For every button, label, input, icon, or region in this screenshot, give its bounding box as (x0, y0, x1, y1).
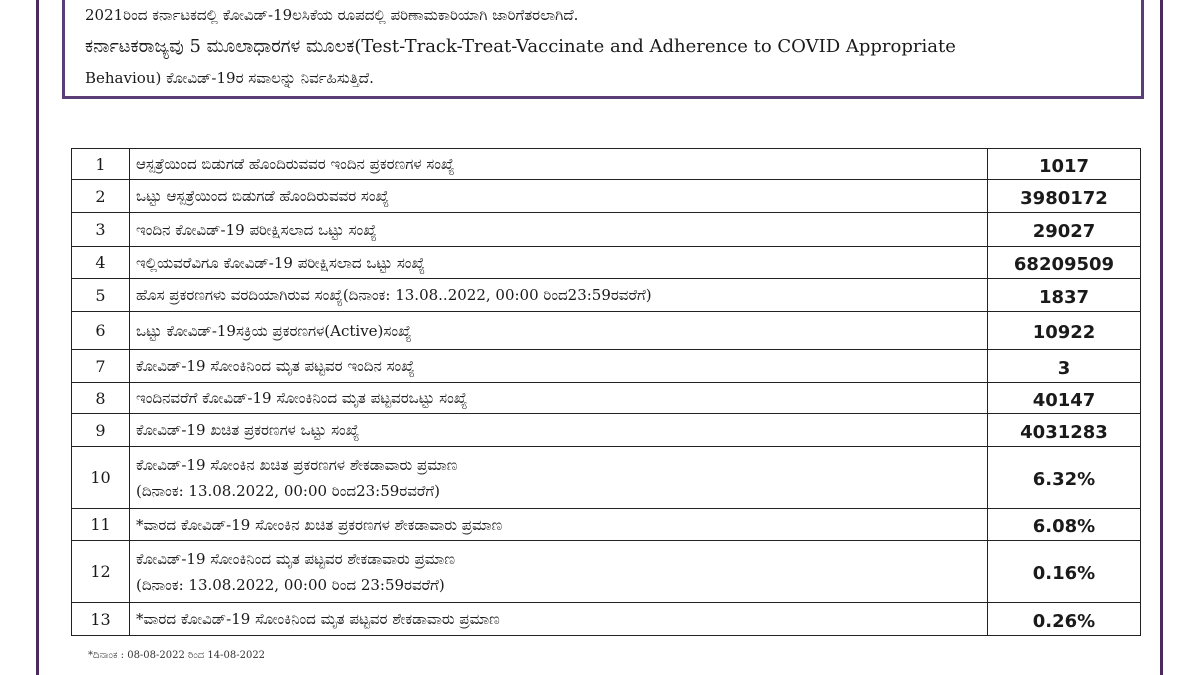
row-value: 1017 (988, 149, 1141, 180)
row-number: 3 (72, 213, 130, 247)
row-value: 3980172 (988, 180, 1141, 213)
row-label: ಆಸ್ಪತ್ರೆಯಿಂದ ಬಿಡುಗಡೆ ಹೊಂದಿರುವವರ ಇಂದಿನ ಪ್ರಕರಣಗಳ ಸಂಖ್ಯೆ (130, 149, 988, 180)
table-row (72, 350, 1141, 383)
page-border-right (1160, 0, 1163, 675)
row-value: 68209509 (988, 247, 1141, 279)
row-number: 2 (72, 180, 130, 213)
row-number: 1 (72, 149, 130, 180)
row-value: 40147 (988, 383, 1141, 414)
table-row (72, 541, 1141, 603)
table-row (72, 247, 1141, 279)
row-label: ಇಲ್ಲಿಯವರೆವಿಗೂ ಕೋವಿಡ್-19 ಪರೀಕ್ಷಿಸಲಾದ ಒಟ್ಟು ಸಂಖ್ಯೆ (130, 247, 988, 279)
page-border-left (36, 0, 39, 675)
row-label: ಇಂದಿನವರೆಗೆ ಕೋವಿಡ್-19 ಸೋಂಕಿನಿಂದ ಮೃತ ಪಟ್ಟವರಒಟ್ಟು ಸಂಖ್ಯೆ (130, 383, 988, 414)
row-value: 29027 (988, 213, 1141, 247)
footnote: *ದಿನಾಂಕ : 08-08-2022 ರಿಂದ 14-08-2022 (88, 650, 266, 661)
row-label: ಇಂದಿನ ಕೋವಿಡ್-19 ಪರೀಕ್ಷಿಸಲಾದ ಒಟ್ಟು ಸಂಖ್ಯೆ (130, 213, 988, 247)
row-label: ಹೊಸ ಪ್ರಕರಣಗಳು ವರದಿಯಾಗಿರುವ ಸಂಖ್ಯೆ(ದಿನಾಂಕ: 13.08..2022, 00:00 ರಿಂದ23:59ರವರೆಗೆ) (130, 279, 988, 312)
table-row (72, 279, 1141, 312)
table-row (72, 447, 1141, 509)
row-value: 0.26% (988, 603, 1141, 636)
row-label: ಒಟ್ಟು ಆಸ್ಪತ್ರೆಯಿಂದ ಬಿಡುಗಡೆ ಹೊಂದಿರುವವರ ಸಂಖ್ಯೆ (130, 180, 988, 213)
table-row (72, 149, 1141, 180)
row-number: 7 (72, 350, 130, 383)
notice-line-2: ಕರ್ನಾಟಕರಾಜ್ಯವು 5 ಮೂಲಾಧಾರಗಳ ಮೂಲಕ(Test-Track-Treat-Vaccinate and Adherence to COVID Appropriate (85, 36, 956, 57)
row-label: ಕೋವಿಡ್-19 ಖಚಿತ ಪ್ರಕರಣಗಳ ಒಟ್ಟು ಸಂಖ್ಯೆ (130, 414, 988, 447)
row-number: 10 (72, 447, 130, 509)
row-number: 4 (72, 247, 130, 279)
row-label-line-1: ಕೋವಿಡ್-19 ಸೋಂಕಿನ ಖಚಿತ ಪ್ರಕರಣಗಳ ಶೇಕಡಾವಾರು ಪ್ರಮಾಣ (136, 455, 458, 474)
row-number: 5 (72, 279, 130, 312)
row-label-line-2: (ದಿನಾಂಕ: 13.08.2022, 00:00 ರಿಂದ23:59ರವರೆಗೆ) (136, 481, 440, 500)
row-label: *ವಾರದ ಕೋವಿಡ್-19 ಸೋಂಕಿನ ಖಚಿತ ಪ್ರಕರಣಗಳ ಶೇಕಡಾವಾರು ಪ್ರಮಾಣ (130, 509, 988, 541)
table-row (72, 213, 1141, 247)
row-label: ಒಟ್ಟು ಕೋವಿಡ್-19ಸಕ್ರಿಯ ಪ್ರಕರಣಗಳ(Active)ಸಂಖ್ಯೆ (130, 312, 988, 350)
table-row (72, 603, 1141, 636)
table-row (72, 414, 1141, 447)
row-number: 13 (72, 603, 130, 636)
row-label-line-2: (ದಿನಾಂಕ: 13.08.2022, 00:00 ರಿಂದ 23:59ರವರೆಗೆ) (136, 575, 445, 594)
row-number: 11 (72, 509, 130, 541)
row-label (130, 541, 988, 603)
notice-line-1: 2021ರಿಂದ ಕರ್ನಾಟಕದಲ್ಲಿ ಕೋವಿಡ್-19ಲಸಿಕೆಯ ರೂಪದಲ್ಲಿ ಪರಿಣಾಮಕಾರಿಯಾಗಿ ಜಾರಿಗೆತರಲಾಗಿದೆ. (85, 6, 579, 24)
row-number: 9 (72, 414, 130, 447)
row-label: *ವಾರದ ಕೋವಿಡ್-19 ಸೋಂಕಿನಿಂದ ಮೃತ ಪಟ್ಟವರ ಶೇಕಡಾವಾರು ಪ್ರಮಾಣ (130, 603, 988, 636)
row-value: 3 (988, 350, 1141, 383)
row-value: 6.08% (988, 509, 1141, 541)
row-label-line-1: ಕೋವಿಡ್-19 ಸೋಂಕಿನಿಂದ ಮೃತ ಪಟ್ಟವರ ಶೇಕಡಾವಾರು ಪ್ರಮಾಣ (136, 549, 455, 568)
row-label (130, 447, 988, 509)
row-value: 4031283 (988, 414, 1141, 447)
row-value: 1837 (988, 279, 1141, 312)
notice-line-3: Behaviou) ಕೋವಿಡ್-19ರ ಸವಾಲನ್ನು ನಿರ್ವಹಿಸುತ್ತಿದೆ. (85, 69, 374, 87)
table-row (72, 180, 1141, 213)
row-number: 6 (72, 312, 130, 350)
row-number: 12 (72, 541, 130, 603)
table-row (72, 312, 1141, 350)
row-label: ಕೋವಿಡ್-19 ಸೋಂಕಿನಿಂದ ಮೃತ ಪಟ್ಟವರ ಇಂದಿನ ಸಂಖ್ಯೆ (130, 350, 988, 383)
table-row (72, 383, 1141, 414)
row-value: 10922 (988, 312, 1141, 350)
row-number: 8 (72, 383, 130, 414)
table-row (72, 509, 1141, 541)
covid-stats-table (71, 148, 1141, 636)
row-value: 0.16% (988, 541, 1141, 603)
notice-box (62, 0, 1144, 99)
row-value: 6.32% (988, 447, 1141, 509)
